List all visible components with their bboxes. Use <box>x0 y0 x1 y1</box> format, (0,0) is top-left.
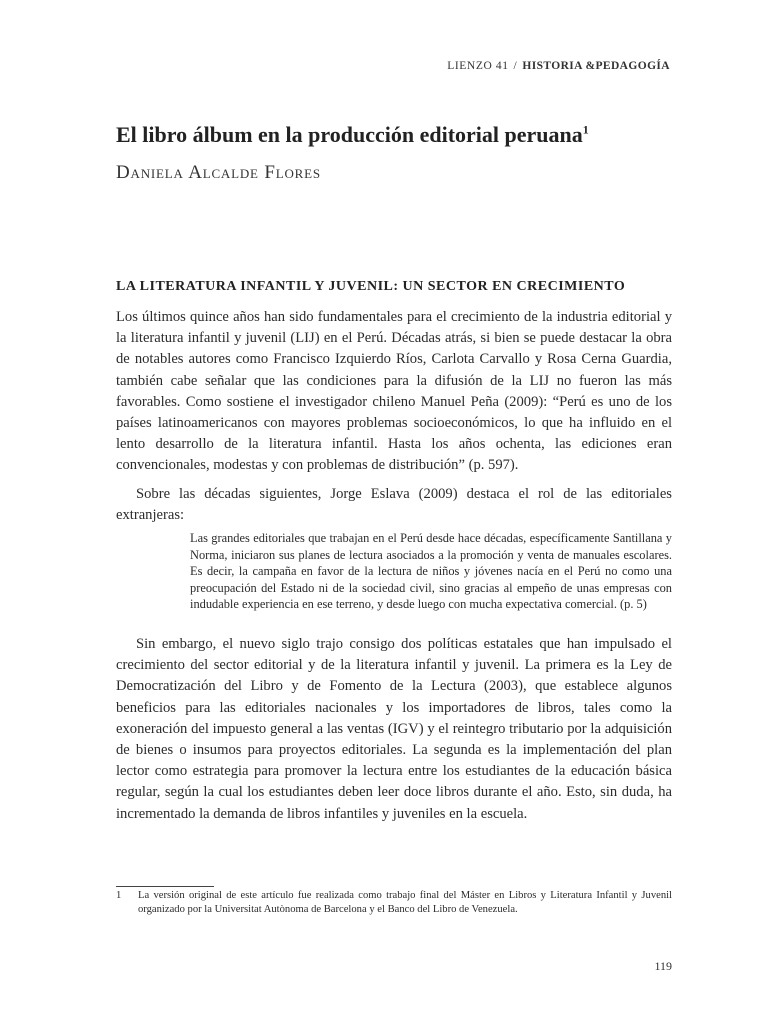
article-author: Daniela Alcalde Flores <box>116 162 321 183</box>
running-head <box>447 60 670 72</box>
title-footnote-marker[interactable]: 1 <box>582 122 589 137</box>
body-paragraph-2: Sobre las décadas siguientes, Jorge Eslava (2009) destaca el rol de las editoriales extranjeras: <box>116 486 672 524</box>
footnote-number: 1 <box>116 890 122 901</box>
running-head-separator: / <box>513 60 518 72</box>
footnote <box>116 889 672 917</box>
article-title <box>116 122 589 148</box>
body-paragraph-1: Los últimos quince años han sido fundamentales para el crecimiento de la industria editorial y la literatura infantil y juvenil (LIJ) en el Perú. Décadas atrás, si bien se puede destacar la obra de notables autores como Francisco Izquierdo Ríos, Carlota Carvallo y Rosa Cerna Guardia, también cabe señalar que las condiciones para la difusión de la LIJ no fueron las más favorables. Como sostiene el investigador chileno Manuel Peña (2009): “Perú es uno de los países latinoamericanos con mayores problemas socioeconómicos, lo que ha influido en el lento desarrollo de la literatura infantil. Hasta los años ochenta, las ediciones eran convencionales, modestas y con problemas de distribución” (p. 597). <box>116 309 672 474</box>
section-heading: LA LITERATURA INFANTIL Y JUVENIL: UN SECTOR EN CRECIMIENTO <box>116 279 626 294</box>
page-number: 119 <box>654 959 672 973</box>
journal-issue: LIENZO 41 <box>447 60 509 72</box>
footnote-text: La versión original de este artículo fue realizada como trabajo final del Máster en Libros y Literatura Infantil y Juvenil organizado por la Universitat Autònoma de Barcelona y el Banco del Libro de Venezuela. <box>138 890 672 915</box>
body-paragraph-3: Sin embargo, el nuevo siglo trajo consigo dos políticas estatales que han impulsado el crecimiento del sector editorial y de la literatura infantil y juvenil. La primera es la Ley de Democratización del Libro y de Fomento de la Lectura (2003), que establece algunos beneficios para las editoriales nacionales y los importadores de libros, tales como la exoneración del impuesto general a las ventas (IGV) y el reintegro tributario por la adquisición de bienes o insumos para proyectos editoriales. La segunda es la implementación del plan lector como estrategia para promover la lectura entre los estudiantes de la educación básica regular, según la cual los estudiantes deben leer doce libros durante el año. Esto, sin duda, ha incrementado la demanda de libros infantiles y juveniles en la escuela. <box>116 636 672 822</box>
article-title-text: El libro álbum en la producción editorial peruana <box>116 122 583 147</box>
block-quote: Las grandes editoriales que trabajan en el Perú desde hace décadas, específicamente Santillana y Norma, iniciaron sus planes de lectura asociados a la promoción y venta de manuales escolares. Es decir, la campaña en favor de la lectura de niños y jóvenes nacía en el Perú no como una preocupación del Estado ni de la sociedad civil, sino gracias al empeño de unas empresas con indudable experiencia en ese terreno, y desde luego con mucha expectativa comercial. (p. 5) <box>190 531 672 611</box>
footnote-divider <box>116 886 214 887</box>
journal-section: HISTORIA &PEDAGOGÍA <box>522 60 670 72</box>
